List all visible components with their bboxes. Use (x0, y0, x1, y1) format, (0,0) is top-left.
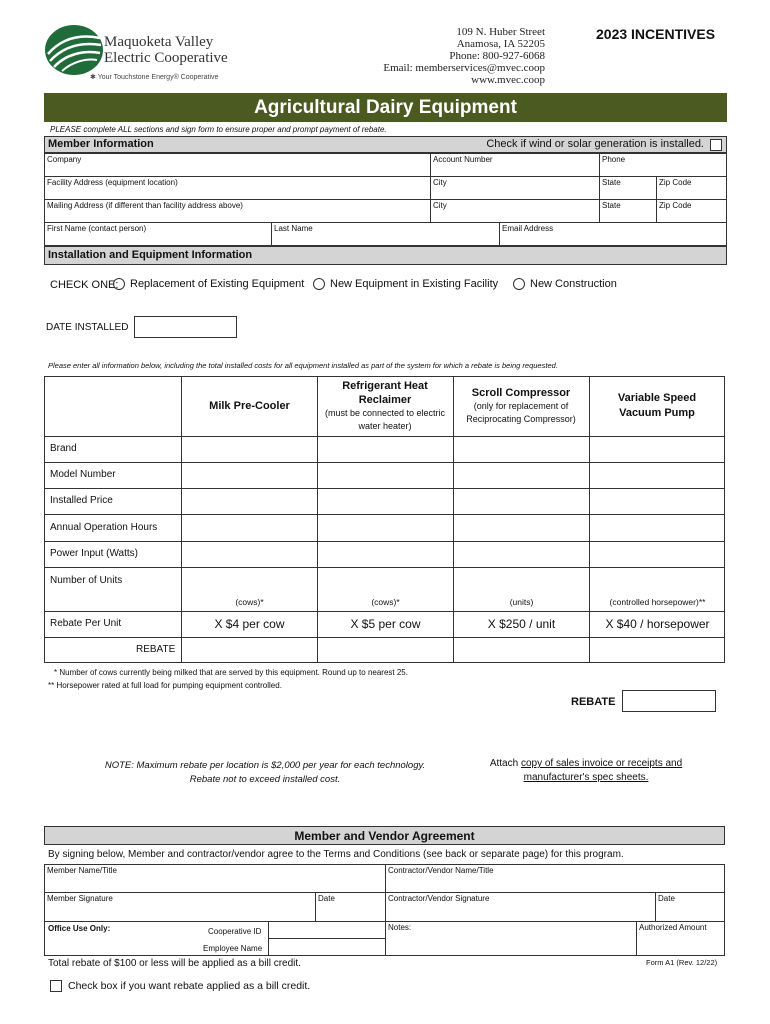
installed-cost-note: Rebate not to exceed installed cost. (189, 774, 341, 785)
option-new-construction[interactable] (513, 278, 617, 290)
company-label: Company (47, 155, 82, 164)
rebate-rate: X $40 / horsepower (605, 617, 710, 631)
coop-name-line2: Electric Cooperative (104, 50, 228, 66)
date-installed-label: DATE INSTALLED (46, 322, 129, 333)
row-label-model-number: Model Number (50, 469, 116, 480)
table-instructions: Please enter all information below, including the total installed costs for all equipment installed as part of the system for which a rebate is being requested. (48, 361, 558, 370)
mailing-address-field[interactable] (44, 199, 431, 223)
form-instructions: PLEASE complete ALL sections and sign form to ensure proper and prompt payment of rebate. (50, 125, 387, 134)
max-rebate-note: NOTE: Maximum rebate per location is $2,000 per year for each technology. (104, 760, 426, 771)
facility-state-field[interactable] (599, 176, 657, 200)
mailing-address-label: Mailing Address (if different than facility address above) (47, 201, 243, 210)
member-signature-field[interactable] (44, 892, 316, 922)
mailing-state-field[interactable] (599, 199, 657, 223)
member-name-label: Member Name/Title (47, 866, 117, 875)
vendor-name-field[interactable] (385, 864, 725, 893)
agreement-header (44, 826, 725, 845)
footnote-cows: * Number of cows currently being milked that are served by this equipment. Round up to nearest 25. (54, 668, 408, 677)
touchstone-icon: ✱ (90, 74, 98, 81)
rebate-total-input[interactable] (622, 690, 716, 712)
phone-label: Phone (602, 155, 626, 164)
form-number: Form A1 (Rev. 12/22) (646, 958, 718, 967)
email-label: Email Address (502, 224, 554, 233)
col-title: Milk Pre-Cooler (209, 400, 290, 412)
coop-logo (44, 24, 104, 76)
notes-field[interactable] (385, 921, 637, 956)
row-label-installed-price: Installed Price (50, 495, 113, 506)
first-name-label: First Name (contact person) (47, 224, 147, 233)
member-info-heading: Member Information (48, 138, 154, 150)
member-date-label: Date (318, 894, 335, 903)
col-header-heat-reclaimer (320, 376, 450, 436)
phone-number: Phone: 800-927-6068 (449, 50, 545, 62)
email-address: Email: memberservices@mvec.coop (383, 62, 545, 74)
row-label-power-input: Power Input (Watts) (50, 548, 138, 559)
rebate-rate: X $5 per cow (350, 617, 421, 631)
option-replacement-label: Replacement of Existing Equipment (130, 278, 305, 290)
row-label-number-of-units: Number of Units (50, 575, 123, 586)
member-info-header (44, 136, 727, 153)
mailing-state-label: State (602, 201, 621, 210)
wind-solar-checkbox[interactable] (710, 139, 722, 151)
col-title: Variable Speed Vacuum Pump (617, 392, 697, 419)
attach-link-invoice: copy of sales invoice or receipts and (520, 758, 683, 769)
member-name-field[interactable] (44, 864, 386, 893)
option-replacement[interactable] (113, 278, 304, 290)
account-number-label: Account Number (433, 155, 493, 164)
office-use-label: Office Use Only: (48, 924, 111, 933)
option-new-equipment-label: New Equipment in Existing Facility (330, 278, 499, 290)
vendor-signature-label: Contractor/Vendor Signature (388, 894, 490, 903)
mailing-zip-field[interactable] (656, 199, 727, 223)
unit-hint: (units) (509, 597, 534, 607)
employee-name-input[interactable] (268, 938, 386, 956)
bill-credit-option[interactable] (50, 980, 310, 992)
mailing-city-label: City (433, 201, 447, 210)
vendor-name-label: Contractor/Vendor Name/Title (388, 866, 494, 875)
coop-name-line1: Maquoketa Valley (104, 34, 214, 50)
email-field[interactable] (499, 222, 727, 246)
bill-credit-checkbox[interactable] (50, 980, 62, 992)
first-name-field[interactable] (44, 222, 272, 246)
attach-link-spec: manufacturer's spec sheets. (523, 772, 649, 783)
member-signature-label: Member Signature (47, 894, 113, 903)
col-subtitle: (must be connected to electric water heater) (324, 408, 446, 431)
logo-globe-icon (44, 24, 104, 76)
facility-zip-field[interactable] (656, 176, 727, 200)
check-one-label: CHECK ONE: (50, 279, 119, 291)
last-name-label: Last Name (274, 224, 313, 233)
installation-heading: Installation and Equipment Information (48, 249, 253, 261)
col-header-milk-precooler (182, 376, 317, 436)
authorized-amount-field[interactable] (636, 921, 725, 956)
vendor-signature-field[interactable] (385, 892, 656, 922)
facility-address-field[interactable] (44, 176, 431, 200)
row-label-brand: Brand (50, 443, 77, 454)
radio-new-construction[interactable] (513, 278, 525, 290)
facility-city-field[interactable] (430, 176, 600, 200)
vendor-date-label: Date (658, 894, 675, 903)
rebate-rate: X $4 per cow (214, 617, 285, 631)
rebate-total-label: REBATE (571, 696, 616, 708)
unit-hint: (cows)* (235, 597, 264, 607)
member-date-field[interactable] (315, 892, 386, 922)
address-street: 109 N. Huber Street (456, 26, 545, 38)
attach-note-line1 (470, 757, 702, 771)
col-subtitle: (only for replacement of Reciprocating Compressor) (466, 401, 576, 424)
facility-zip-label: Zip Code (659, 178, 692, 187)
incentives-title: 2023 INCENTIVES (596, 26, 716, 42)
coop-id-label: Cooperative ID (208, 927, 262, 936)
unit-hint: (controlled horsepower)** (609, 597, 706, 607)
address-city: Anamosa, IA 52205 (456, 38, 545, 50)
coop-id-input[interactable] (268, 921, 386, 939)
facility-city-label: City (433, 178, 447, 187)
option-new-equipment[interactable] (313, 278, 498, 290)
bill-credit-note: Total rebate of $100 or less will be applied as a bill credit. (48, 958, 301, 969)
tagline: Your Touchstone Energy® Cooperative (97, 74, 219, 81)
footnote-horsepower: ** Horsepower rated at full load for pumping equipment controlled. (48, 681, 282, 690)
account-number-field[interactable] (430, 153, 600, 177)
installation-header (44, 246, 727, 265)
mailing-zip-label: Zip Code (659, 201, 692, 210)
bill-credit-label: Check box if you want rebate applied as a bill credit. (68, 980, 311, 992)
row-label-rebate-per-unit: Rebate Per Unit (50, 618, 122, 629)
website[interactable]: www.mvec.coop (471, 74, 545, 86)
row-label-operation-hours: Annual Operation Hours (50, 522, 158, 533)
col-header-scroll-compressor (456, 376, 586, 436)
phone-field[interactable] (599, 153, 727, 177)
notes-label: Notes: (388, 923, 412, 932)
facility-address-label: Facility Address (equipment location) (47, 178, 178, 187)
agreement-heading: Member and Vendor Agreement (294, 829, 475, 843)
attach-prefix: Attach (489, 758, 521, 769)
date-installed-input[interactable] (134, 316, 237, 338)
wind-solar-label: Check if wind or solar generation is installed. (486, 138, 704, 150)
col-title: Refrigerant Heat Reclaimer (342, 380, 428, 406)
radio-replacement[interactable] (113, 278, 125, 290)
company-field[interactable] (44, 153, 431, 177)
col-header-vacuum-pump (600, 376, 714, 436)
authorized-amount-label: Authorized Amount (639, 923, 707, 932)
form-title: Agricultural Dairy Equipment (44, 93, 727, 122)
option-new-construction-label: New Construction (530, 278, 617, 290)
rebate-rate: X $250 / unit (487, 617, 556, 631)
facility-state-label: State (602, 178, 621, 187)
agreement-statement: By signing below, Member and contractor/vendor agree to the Terms and Conditions (see back or separate page) for this program. (48, 849, 624, 860)
last-name-field[interactable] (271, 222, 500, 246)
col-title: Scroll Compressor (471, 387, 571, 399)
row-label-rebate: REBATE (136, 644, 176, 655)
employee-name-label: Employee Name (203, 944, 263, 953)
radio-new-equipment[interactable] (313, 278, 325, 290)
mailing-city-field[interactable] (430, 199, 600, 223)
unit-hint: (cows)* (371, 597, 400, 607)
vendor-date-field[interactable] (655, 892, 725, 922)
